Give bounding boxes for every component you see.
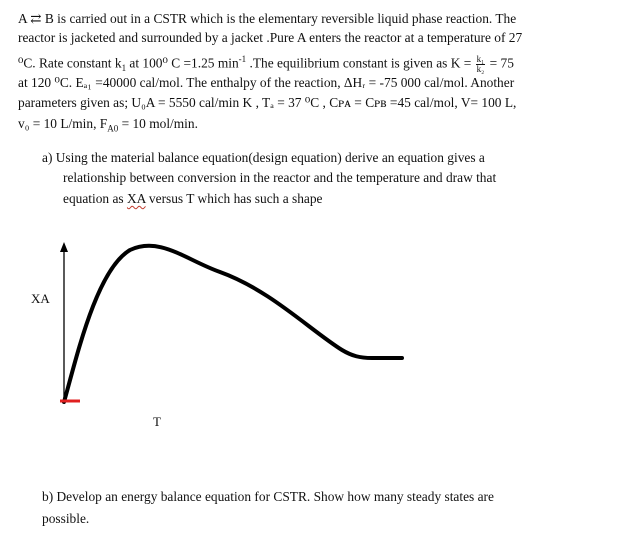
x-axis-label: T — [153, 414, 161, 429]
conversion-curve — [64, 246, 402, 402]
part-b-line-2: possible. — [42, 511, 90, 526]
problem-text: = 75 — [489, 55, 514, 71]
problem-text: versus T which has such a shape — [145, 191, 323, 206]
fraction-numerator: k₁ — [476, 53, 485, 64]
problem-text: v₀ = 10 L/min, F — [18, 116, 108, 131]
problem-line-2: reactor is jacketed and surrounded by a jacket .Pure A enters the reactor at a temperature of 27 — [18, 30, 523, 45]
y-axis-label: XA — [31, 291, 50, 306]
part-b-line-1: b) Develop an energy balance equation for CSTR. Show how many steady states are — [42, 489, 494, 504]
problem-text: .The equilibrium constant is given as K = — [246, 55, 472, 71]
fraction-denominator: k₂ — [476, 63, 485, 74]
subscript: 1 — [121, 63, 127, 74]
problem-text: = 10 mol/min. — [118, 116, 198, 131]
problem-text: ⁰C. Rate constant k — [18, 55, 122, 71]
problem-line-5: parameters given as; U₀A = 5550 cal/min K , Tₐ = 37 ⁰C , Cᴘᴀ = Cᴘʙ =45 cal/mol, V= 100 L, — [18, 95, 517, 110]
subscript: A0 — [107, 123, 119, 134]
problem-text: B is carried out in a CSTR which is the elementary reversible liquid phase reaction. The — [44, 11, 517, 26]
superscript: -1 — [238, 54, 247, 64]
y-axis-arrowhead-icon — [60, 242, 68, 252]
problem-text: at 100⁰ C =1.25 min — [126, 55, 239, 71]
part-a-line-2: relationship between conversion in the reactor and the temperature and draw that — [63, 170, 497, 185]
problem-line-4: at 120 ⁰C. Eₐ₁ =40000 cal/mol. The enthalpy of the reaction, ΔHᵣ = -75 000 cal/mol. Another — [18, 75, 515, 90]
problem-text: equation as — [63, 191, 127, 206]
xa-symbol: XA — [126, 191, 146, 206]
part-a-line-1: a) Using the material balance equation(design equation) derive an equation gives a — [42, 150, 485, 165]
species-a: A — [18, 11, 27, 26]
reversible-arrow-icon: ⇄ — [30, 11, 42, 26]
